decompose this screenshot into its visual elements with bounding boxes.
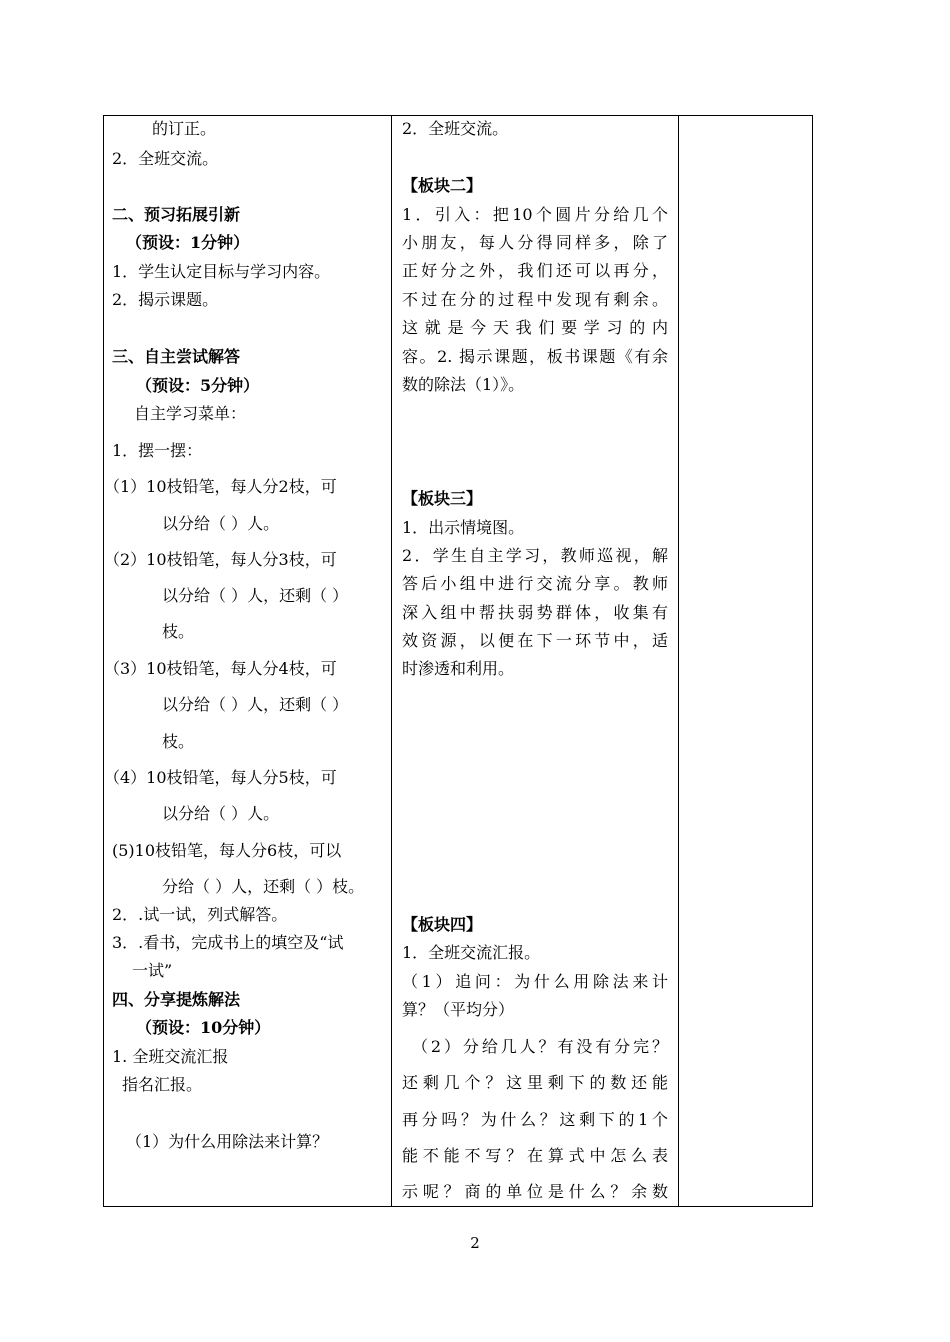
exercise-item: （3）10枝铅笔，每人分4枝，可	[104, 659, 337, 678]
text-line: 示呢？商的单位是什么？余数	[402, 1182, 668, 1201]
text-line: 数的除法（1）》。	[402, 375, 525, 394]
text-line: 3．.看书，完成书上的填空及“试	[112, 933, 344, 952]
block-heading: 【板块四】	[402, 915, 483, 934]
exercise-item: 分给（ ）人，还剩（ ）枝。	[162, 877, 365, 896]
notes-column	[679, 116, 813, 1206]
time-preset: （预设：10分钟）	[136, 1018, 271, 1037]
text-line: 小朋友，每人分得同样多，除了	[402, 233, 668, 252]
exercise-item: 以分给（ ）人。	[162, 804, 280, 823]
text-line: 还剩几个？这里剩下的数还能	[402, 1073, 668, 1092]
text-line: （2）分给几人？有没有分完？	[412, 1037, 668, 1056]
text-line: 1．摆一摆：	[112, 441, 203, 460]
exercise-item: （4）10枝铅笔，每人分5枝，可	[104, 768, 337, 787]
text-line: 2．揭示课题。	[112, 290, 219, 309]
student-activity-column	[104, 116, 391, 1206]
block-heading: 【板块二】	[402, 176, 483, 195]
time-preset: （预设：1分钟）	[126, 233, 250, 252]
text-line: 正好分之外，我们还可以再分，	[402, 261, 668, 280]
text-line: 1．学生认定目标与学习内容。	[112, 262, 331, 281]
exercise-item: 以分给（ ）人。	[162, 514, 280, 533]
section-heading: 二、预习拓展引新	[112, 205, 241, 224]
text-line: 2．学生自主学习，教师巡视，解	[402, 546, 668, 565]
exercise-item: （1）10枝铅笔，每人分2枝，可	[104, 477, 337, 496]
text-line: 容。2. 揭示课题，板书课题《有余	[402, 347, 668, 366]
exercise-item: 枝。	[162, 732, 195, 751]
exercise-item: 枝。	[162, 622, 195, 641]
text-line: 1．全班交流汇报。	[402, 943, 541, 962]
page-number: 2	[470, 1234, 480, 1252]
teacher-activity-column	[392, 116, 678, 1206]
section-heading: 三、自主尝试解答	[112, 347, 241, 366]
text-line: 时渗透和利用。	[402, 659, 515, 678]
text-line: 答后小组中进行交流分享。教师	[402, 574, 668, 593]
text-line: 这就是今天我们要学习的内	[402, 318, 668, 337]
text-line: 指名汇报。	[122, 1075, 203, 1094]
text-line: 效资源，以便在下一环节中，适	[402, 631, 668, 650]
text-line: 再分吗？为什么？这剩下的1个	[402, 1110, 668, 1129]
text-line: 深入组中帮扶弱势群体，收集有	[402, 603, 668, 622]
lesson-plan-table	[103, 115, 813, 1207]
exercise-item: 以分给（ ）人，还剩（ ）	[162, 586, 349, 605]
exercise-item: （2）10枝铅笔，每人分3枝，可	[104, 550, 337, 569]
text-line: 算？（平均分）	[402, 1000, 515, 1019]
text-line: （1）追问：为什么用除法来计	[402, 972, 668, 991]
text-line: 2．.试一试，列式解答。	[112, 905, 288, 924]
text-line: 1. 全班交流汇报	[112, 1047, 229, 1066]
text-line: 一试”	[132, 961, 173, 980]
text-line: 不过在分的过程中发现有剩余。	[402, 290, 668, 309]
exercise-item: (5)10枝铅笔，每人分6枝，可以	[112, 841, 342, 860]
text-line: 1．引入：把10个圆片分给几个	[402, 205, 668, 224]
text-line: 的订正。	[152, 119, 217, 138]
text-line: （1）为什么用除法来计算？	[126, 1132, 329, 1151]
text-line: 2．全班交流。	[112, 149, 219, 168]
exercise-item: 以分给（ ）人，还剩（ ）	[162, 695, 349, 714]
text-line: 2．全班交流。	[402, 119, 509, 138]
block-heading: 【板块三】	[402, 489, 483, 508]
text-line: 1．出示情境图。	[402, 518, 525, 537]
text-line: 自主学习菜单：	[134, 404, 247, 423]
section-heading: 四、分享提炼解法	[112, 990, 241, 1009]
time-preset: （预设：5分钟）	[136, 376, 260, 395]
text-line: 能不能不写？在算式中怎么表	[402, 1146, 668, 1165]
